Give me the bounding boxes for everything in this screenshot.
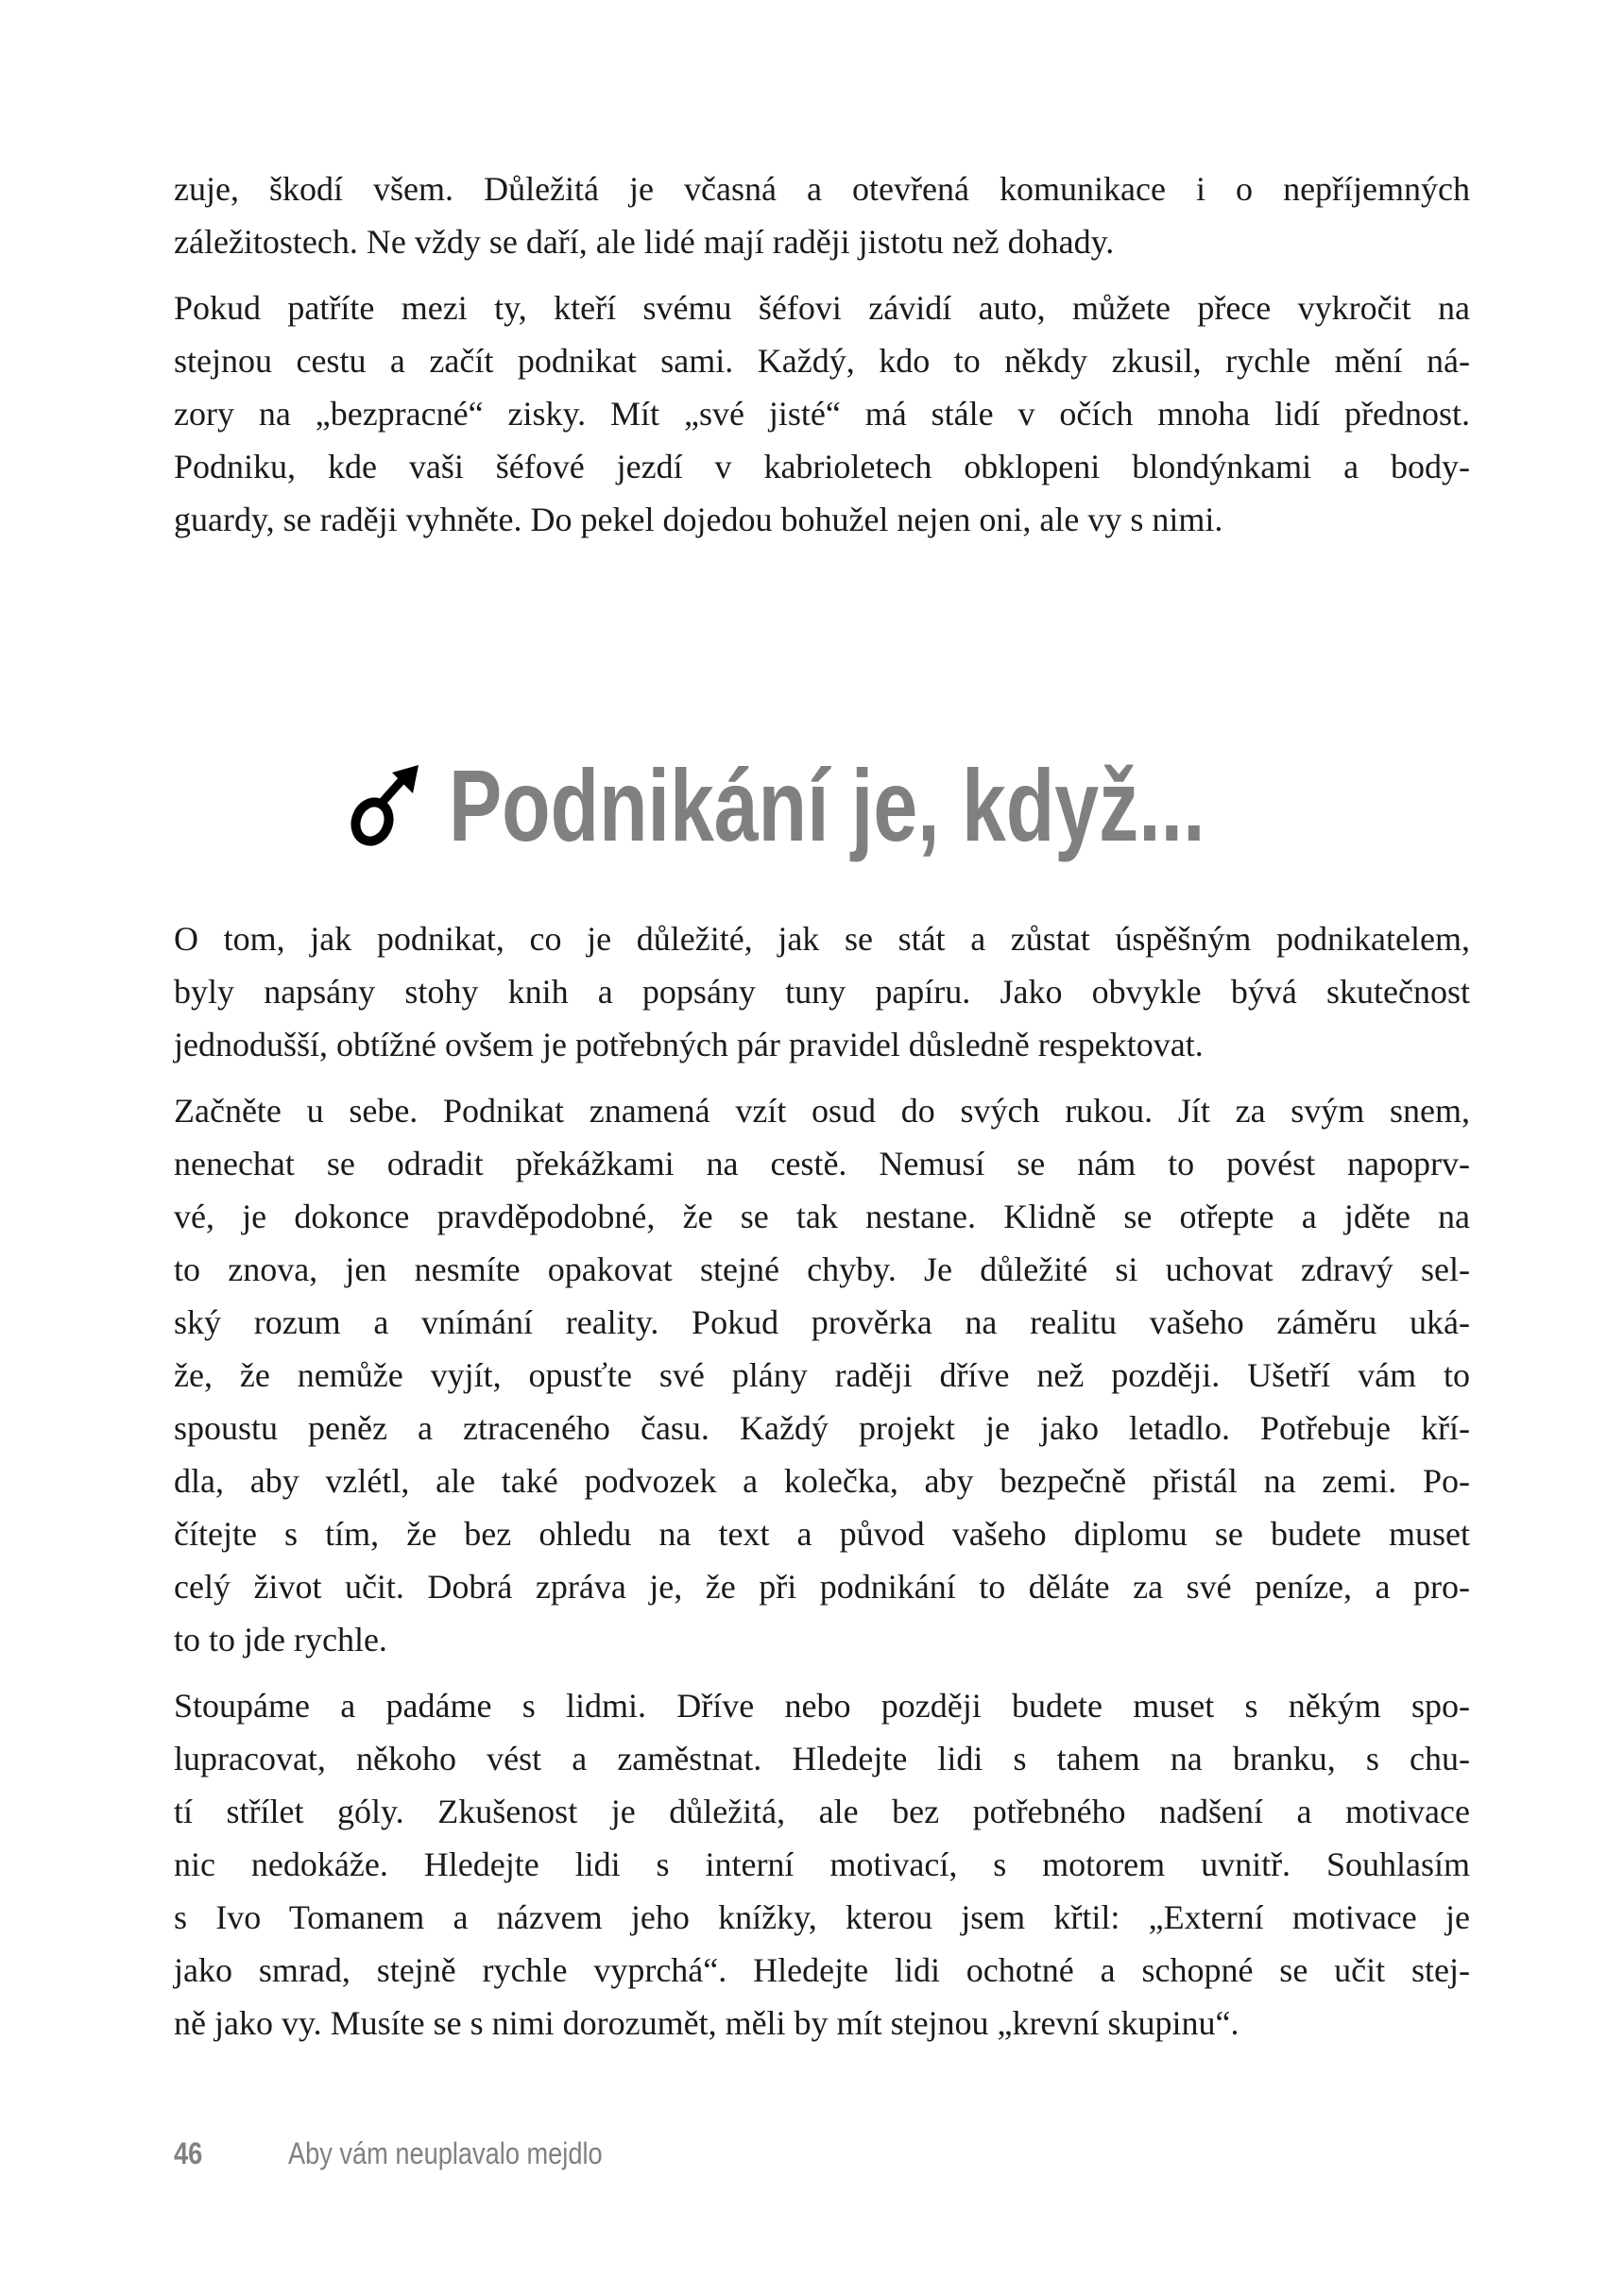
section-title: Podnikání je, když... <box>449 748 1205 862</box>
page-number: 46 <box>174 2136 203 2170</box>
page-footer <box>174 2136 603 2171</box>
text-line: ně jako vy. Musíte se s nimi dorozumět, měli by mít stejnou „krevní skupinu“. <box>174 2004 1239 2042</box>
text-line: ský rozum a vnímání reality. Pokud prověrka na realitu vašeho záměru uká- <box>174 1303 1470 1341</box>
running-title: Aby vám neuplavalo mejdlo <box>288 2136 603 2170</box>
male-symbol-icon <box>347 765 422 846</box>
paragraph <box>174 912 1470 1071</box>
text-line: Stoupáme a padáme s lidmi. Dříve nebo později budete muset s někým spo- <box>174 1687 1470 1725</box>
text-line: O tom, jak podnikat, co je důležité, jak se stát a zůstat úspěšným podnikatelem, <box>174 920 1470 958</box>
paragraph <box>174 162 1470 268</box>
text-line: jako smrad, stejně rychle vyprchá“. Hledejte lidi ochotné a schopné se učit stej- <box>174 1951 1470 1989</box>
paragraph <box>174 281 1470 546</box>
text-line: celý život učit. Dobrá zpráva je, že při podnikání to děláte za své peníze, a pro- <box>174 1568 1470 1606</box>
text-line: zory na „bezpracné“ zisky. Mít „své jisté“ má stále v očích mnoha lidí přednost. <box>174 395 1470 433</box>
text-line: zuje, škodí všem. Důležitá je včasná a otevřená komunikace i o nepříjemných <box>174 170 1470 208</box>
text-line: to znova, jen nesmíte opakovat stejné chyby. Je důležité si uchovat zdravý sel- <box>174 1250 1470 1288</box>
text-line: lupracovat, někoho vést a zaměstnat. Hledejte lidi s tahem na branku, s chu- <box>174 1740 1470 1777</box>
text-line: nenechat se odradit překážkami na cestě. Nemusí se nám to povést napoprv- <box>174 1145 1470 1182</box>
text-line: stejnou cestu a začít podnikat sami. Každý, kdo to někdy zkusil, rychle mění ná- <box>174 342 1470 380</box>
text-line: Začněte u sebe. Podnikat znamená vzít osud do svých rukou. Jít za svým snem, <box>174 1092 1470 1130</box>
paragraph <box>174 1679 1470 2049</box>
body-text-bottom <box>174 912 1470 2063</box>
text-line: dla, aby vzlétl, ale také podvozek a kolečka, aby bezpečně přistál na zemi. Po- <box>174 1462 1470 1500</box>
text-line: Pokud patříte mezi ty, kteří svému šéfovi závidí auto, můžete přece vykročit na <box>174 289 1470 327</box>
text-line: že, že nemůže vyjít, opusťte své plány raději dříve než později. Ušetří vám to <box>174 1356 1470 1394</box>
section-heading <box>0 746 1624 864</box>
text-line: vé, je dokonce pravděpodobné, že se tak nestane. Klidně se otřepte a jděte na <box>174 1198 1470 1235</box>
text-line: nic nedokáže. Hledejte lidi s interní motivací, s motorem uvnitř. Souhlasím <box>174 1845 1470 1883</box>
text-line: guardy, se raději vyhněte. Do pekel dojedou bohužel nejen oni, ale vy s nimi. <box>174 501 1223 538</box>
text-line: Podniku, kde vaši šéfové jezdí v kabrioletech obklopeni blondýnkami a body- <box>174 448 1470 485</box>
paragraph <box>174 1084 1470 1666</box>
text-line: s Ivo Tomanem a názvem jeho knížky, kterou jsem křtil: „Externí motivace je <box>174 1898 1470 1936</box>
body-text-top <box>174 162 1470 559</box>
text-line: spoustu peněz a ztraceného času. Každý projekt je jako letadlo. Potřebuje kří- <box>174 1409 1470 1447</box>
text-line: čítejte s tím, že bez ohledu na text a původ vašeho diplomu se budete muset <box>174 1515 1470 1553</box>
text-line: to to jde rychle. <box>174 1621 387 1658</box>
text-line: jednodušší, obtížné ovšem je potřebných pár pravidel důsledně respektovat. <box>174 1026 1204 1063</box>
text-line: byly napsány stohy knih a popsány tuny papíru. Jako obvykle bývá skutečnost <box>174 973 1470 1011</box>
text-line: tí střílet góly. Zkušenost je důležitá, ale bez potřebného nadšení a motivace <box>174 1793 1470 1830</box>
text-line: záležitostech. Ne vždy se daří, ale lidé mají raději jistotu než dohady. <box>174 223 1115 261</box>
